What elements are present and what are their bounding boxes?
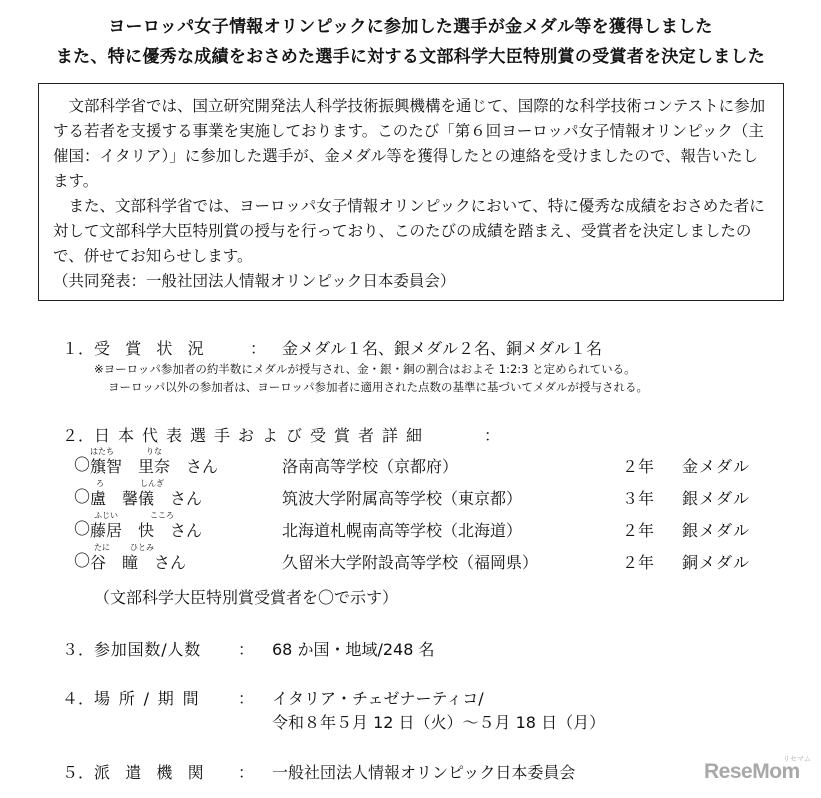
- member-school: 洛南高等学校（京都府）: [282, 457, 459, 476]
- name-ruby-family: はたち: [90, 447, 114, 456]
- section-number: ３．: [62, 640, 95, 659]
- member-name: 籏智 里奈 さん: [90, 457, 219, 476]
- medal-note-2: ヨーロッパ以外の参加者は、ヨーロッパ参加者に適用された点数の基準に基づいてメダルが授与される。: [108, 380, 649, 394]
- section-label: 参加国数/人数: [94, 640, 201, 659]
- section-number: ２．: [62, 426, 95, 445]
- section-label: 場所/期間: [94, 689, 208, 708]
- member-name: 盧 馨儀 さん: [90, 489, 203, 508]
- headline-2: また、特に優秀な成績をおさめた選手に対する文部科学大臣特別賞の受賞者を決定しました: [55, 47, 766, 67]
- member-grade: ２年: [622, 457, 655, 476]
- watermark-sub: リセマム: [783, 755, 811, 763]
- summary-paragraph-1: 文部科学省では、国立研究開発法人科学技術振興機構を通じて、国際的な科学技術コンテストに参加する若者を支援する事業を実施しております。このたび「第６回ヨーロッパ女子情報オリンピック（主催国：イタリア）」に参加した選手が、金メダル等を獲得したとの連絡を受けましたので、報告いたします。: [53, 97, 766, 190]
- award-mark: 〇: [74, 519, 91, 538]
- award-mark: 〇: [74, 455, 91, 474]
- joint-announcement: （共同発表：一般社団法人情報オリンピック日本委員会）: [53, 272, 456, 290]
- name-ruby-given: ひとみ: [130, 543, 154, 552]
- name-ruby-family: たに: [94, 543, 110, 552]
- member-name: 谷 瞳 さん: [90, 553, 187, 572]
- section-value: 一般社団法人情報オリンピック日本委員会: [272, 763, 576, 782]
- section-value: 68 か国・地域/248 名: [272, 640, 435, 659]
- member-medal: 銀メダル: [682, 521, 751, 540]
- section-colon: ：: [238, 763, 255, 782]
- summary-box: [38, 83, 784, 301]
- member-medal: 金メダル: [682, 457, 751, 476]
- member-school: 久留米大学附設高等学校（福岡県）: [282, 553, 539, 572]
- name-ruby-given: こころ: [150, 511, 174, 520]
- section-label: 日本代表選手および受賞者詳細: [94, 426, 431, 445]
- section-number: ４．: [62, 689, 95, 708]
- name-ruby-family: ろ: [96, 479, 104, 488]
- section-colon: ：: [250, 339, 267, 358]
- headline-1: ヨーロッパ女子情報オリンピックに参加した選手が金メダル等を獲得しました: [108, 17, 713, 37]
- section-value: 金メダル１名、銀メダル２名、銅メダル１名: [282, 339, 603, 358]
- section-label: 受賞状況: [94, 339, 219, 358]
- section-colon: ：: [238, 640, 255, 659]
- member-grade: ３年: [622, 489, 655, 508]
- resemom-watermark-logo: ReseMom: [704, 760, 800, 783]
- period-value: 令和８年５月 12 日（火）～５月 18 日（月）: [272, 713, 606, 732]
- medal-note-1: ※ヨーロッパ参加者の約半数にメダルが授与され、金・銀・銅の割合はおよそ 1:2:3 と定められている。: [94, 362, 636, 376]
- member-school: 北海道札幌南高等学校（北海道）: [282, 521, 523, 540]
- member-school: 筑波大学附属高等学校（東京都）: [282, 489, 523, 508]
- member-grade: ２年: [622, 521, 655, 540]
- name-ruby-given: しんぎ: [140, 479, 164, 488]
- section-label: 派遣機関: [94, 763, 219, 782]
- award-mark: 〇: [74, 487, 91, 506]
- member-name: 藤居 快 さん: [90, 521, 203, 540]
- award-mark-caption: （文部科学大臣特別賞受賞者を〇で示す）: [94, 588, 399, 607]
- member-grade: ２年: [622, 553, 655, 572]
- name-ruby-given: りな: [146, 447, 162, 456]
- section-number: １．: [62, 339, 95, 358]
- section-colon: ：: [238, 689, 255, 708]
- member-medal: 銀メダル: [682, 489, 751, 508]
- section-number: ５．: [62, 763, 95, 782]
- member-medal: 銅メダル: [682, 553, 751, 572]
- section-colon: ：: [484, 426, 501, 445]
- summary-paragraph-2: また、文部科学省では、ヨーロッパ女子情報オリンピックにおいて、特に優秀な成績をおさめた者に対して文部科学大臣特別賞の授与を行っており、このたびの成績を踏まえ、受賞者を決定しましたので、併せてお知らせします。: [53, 197, 765, 265]
- award-mark: 〇: [74, 551, 91, 570]
- venue-value: イタリア・チェゼナーティコ/: [272, 689, 484, 708]
- name-ruby-family: ふじい: [94, 511, 118, 520]
